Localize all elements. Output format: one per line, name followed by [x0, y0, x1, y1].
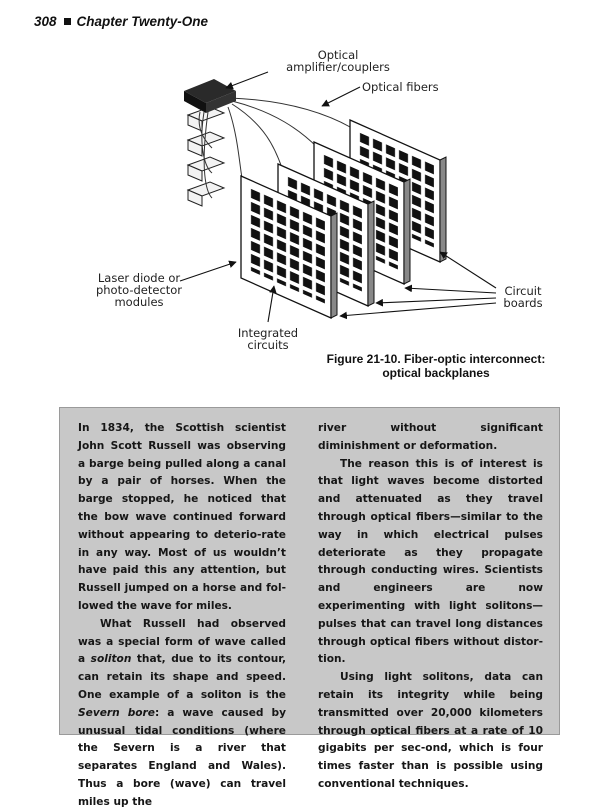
circuit-boards-label: [490, 285, 556, 309]
text-run: What Russell had observed was a special form of wave called a: [78, 617, 286, 666]
boards-label-line: Circuit: [504, 284, 542, 298]
laser-label-line: modules: [114, 295, 164, 309]
amplifier-label-line: Optical: [317, 48, 359, 62]
amplifier-label-line: amplifier/couplers: [286, 60, 390, 74]
sidebar-left-column: [78, 420, 286, 812]
term-severn-bore: Severn bore: [78, 706, 155, 719]
boards-label-line: boards: [503, 296, 543, 310]
backplane-figure: [0, 30, 616, 360]
text-run: : a wave caused by unusual tidal conditions (where the Severn is a river that separates England and Wales). Thus a bore (wave) can travel miles up the: [78, 706, 286, 808]
paragraph: Using light solitons, data can retain its integrity while being transmitted over 20,000 kilometers through optical fibers at a rate of 10 gigabits per sec-ond, which is four times faster than is possible using conventional techniques.: [318, 671, 543, 790]
caption-line: Figure 21-10. Fiber-optic interconnect:: [326, 352, 546, 366]
paragraph: river without significant diminishment or deformation.: [318, 422, 543, 452]
laser-label-line: photo-detector: [95, 283, 183, 297]
figure-caption: [318, 352, 554, 380]
laser-label-line: Laser diode or: [97, 271, 181, 285]
paragraph: [78, 616, 286, 812]
chapter-title: Chapter Twenty-One: [76, 14, 209, 29]
sidebar-right-column: [318, 420, 543, 794]
laser-detector-modules: [188, 107, 224, 206]
ics-label-line: circuits: [247, 338, 289, 352]
paragraph: In 1834, the Scottish scientist John Scott Russell was observing a barge being pulled along a canal by a pair of horses. When the barge stopped, he noticed that the bow wave continued forward without appearing to deterio-rate in any way. Most of us wouldn’t have paid this any attention, but Russell jumped on a horse and fol-lowed the wave for miles.: [78, 422, 286, 612]
ics-label-line: Integrated: [237, 326, 299, 340]
square-bullet-icon: [64, 18, 71, 25]
laser-module-label: [84, 272, 194, 308]
paragraph: The reason this is of interest is that light waves become distorted and attenuated as they travel through optical fibers—similar to the way in which electrical pulses deteriorate as they propagate through conducting wires. Scientists and engineers are now experimenting with light solitons—pulses that can travel long distances through optical fibers without distor-tion.: [318, 457, 543, 666]
page-number: 308: [34, 14, 57, 29]
fibers-label: Optical fibers: [362, 80, 439, 94]
term-soliton: soliton: [90, 653, 132, 666]
soliton-sidebar: [59, 407, 560, 808]
amplifier-label: [268, 49, 408, 73]
integrated-circuits-label: [222, 327, 314, 351]
text-run: that, due to its contour, can retain its shape and speed. One example of a soliton is the: [78, 653, 286, 701]
running-header: [34, 14, 208, 29]
caption-line: optical backplanes: [382, 366, 490, 380]
